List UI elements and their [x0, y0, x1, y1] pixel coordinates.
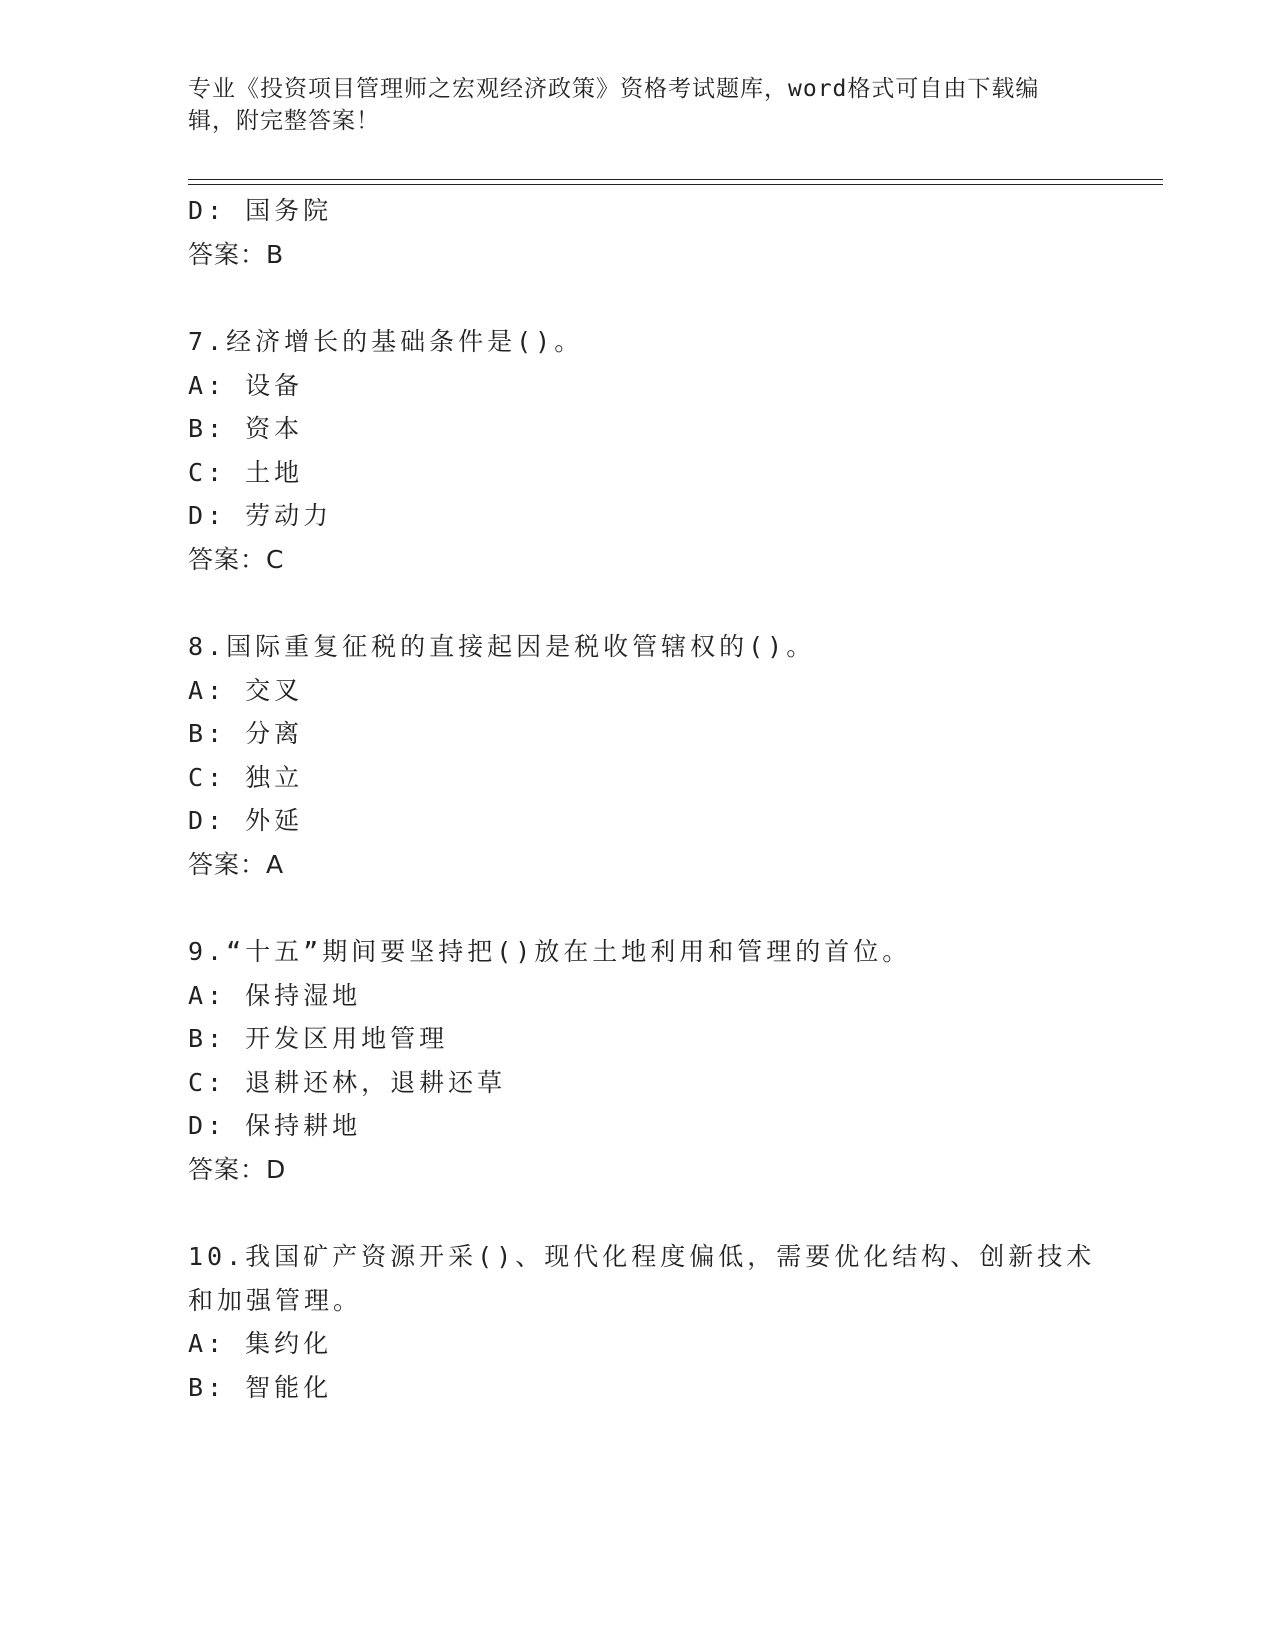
q7-option-d: D: 劳动力 [188, 501, 333, 530]
prev-answer: 答案：B [188, 240, 285, 269]
q10-option-a: A: 集约化 [188, 1329, 333, 1358]
q8-question: 8.国际重复征税的直接起因是税收管辖权的()。 [188, 632, 816, 661]
prev-option-d: D: 国务院 [188, 196, 333, 225]
header-title-line-1: 专业《投资项目管理师之宏观经济政策》资格考试题库，word格式可自由下载编 [188, 76, 1040, 102]
q8-option-d: D: 外延 [188, 806, 304, 835]
q10-question-line-2: 和加强管理。 [188, 1286, 363, 1315]
q9-question: 9.“十五”期间要坚持把()放在土地利用和管理的首位。 [188, 937, 912, 966]
q10-question-line-1: 10.我国矿产资源开采()、现代化程度偏低，需要优化结构、创新技术 [188, 1242, 1096, 1271]
q9-option-c: C: 退耕还林，退耕还草 [188, 1068, 507, 1097]
q7-answer: 答案：C [188, 545, 285, 574]
q8-option-b: B: 分离 [188, 719, 304, 748]
q9-option-a: A: 保持湿地 [188, 981, 362, 1010]
q7-option-a: A: 设备 [188, 371, 304, 400]
q7-question: 7.经济增长的基础条件是()。 [188, 327, 584, 356]
document-header [188, 73, 1088, 137]
q7-option-b: B: 资本 [188, 414, 304, 443]
header-title-line-2: 辑，附完整答案！ [188, 108, 380, 134]
header-rule-top [188, 179, 1163, 180]
q10-option-b: B: 智能化 [188, 1373, 333, 1402]
header-rule-bottom [188, 184, 1163, 185]
q9-option-b: B: 开发区用地管理 [188, 1024, 449, 1053]
q9-option-d: D: 保持耕地 [188, 1111, 362, 1140]
q8-option-a: A: 交叉 [188, 676, 304, 705]
q7-option-c: C: 土地 [188, 458, 304, 487]
q9-answer: 答案：D [188, 1155, 287, 1184]
q8-option-c: C: 独立 [188, 763, 304, 792]
q8-answer: 答案：A [188, 850, 285, 879]
